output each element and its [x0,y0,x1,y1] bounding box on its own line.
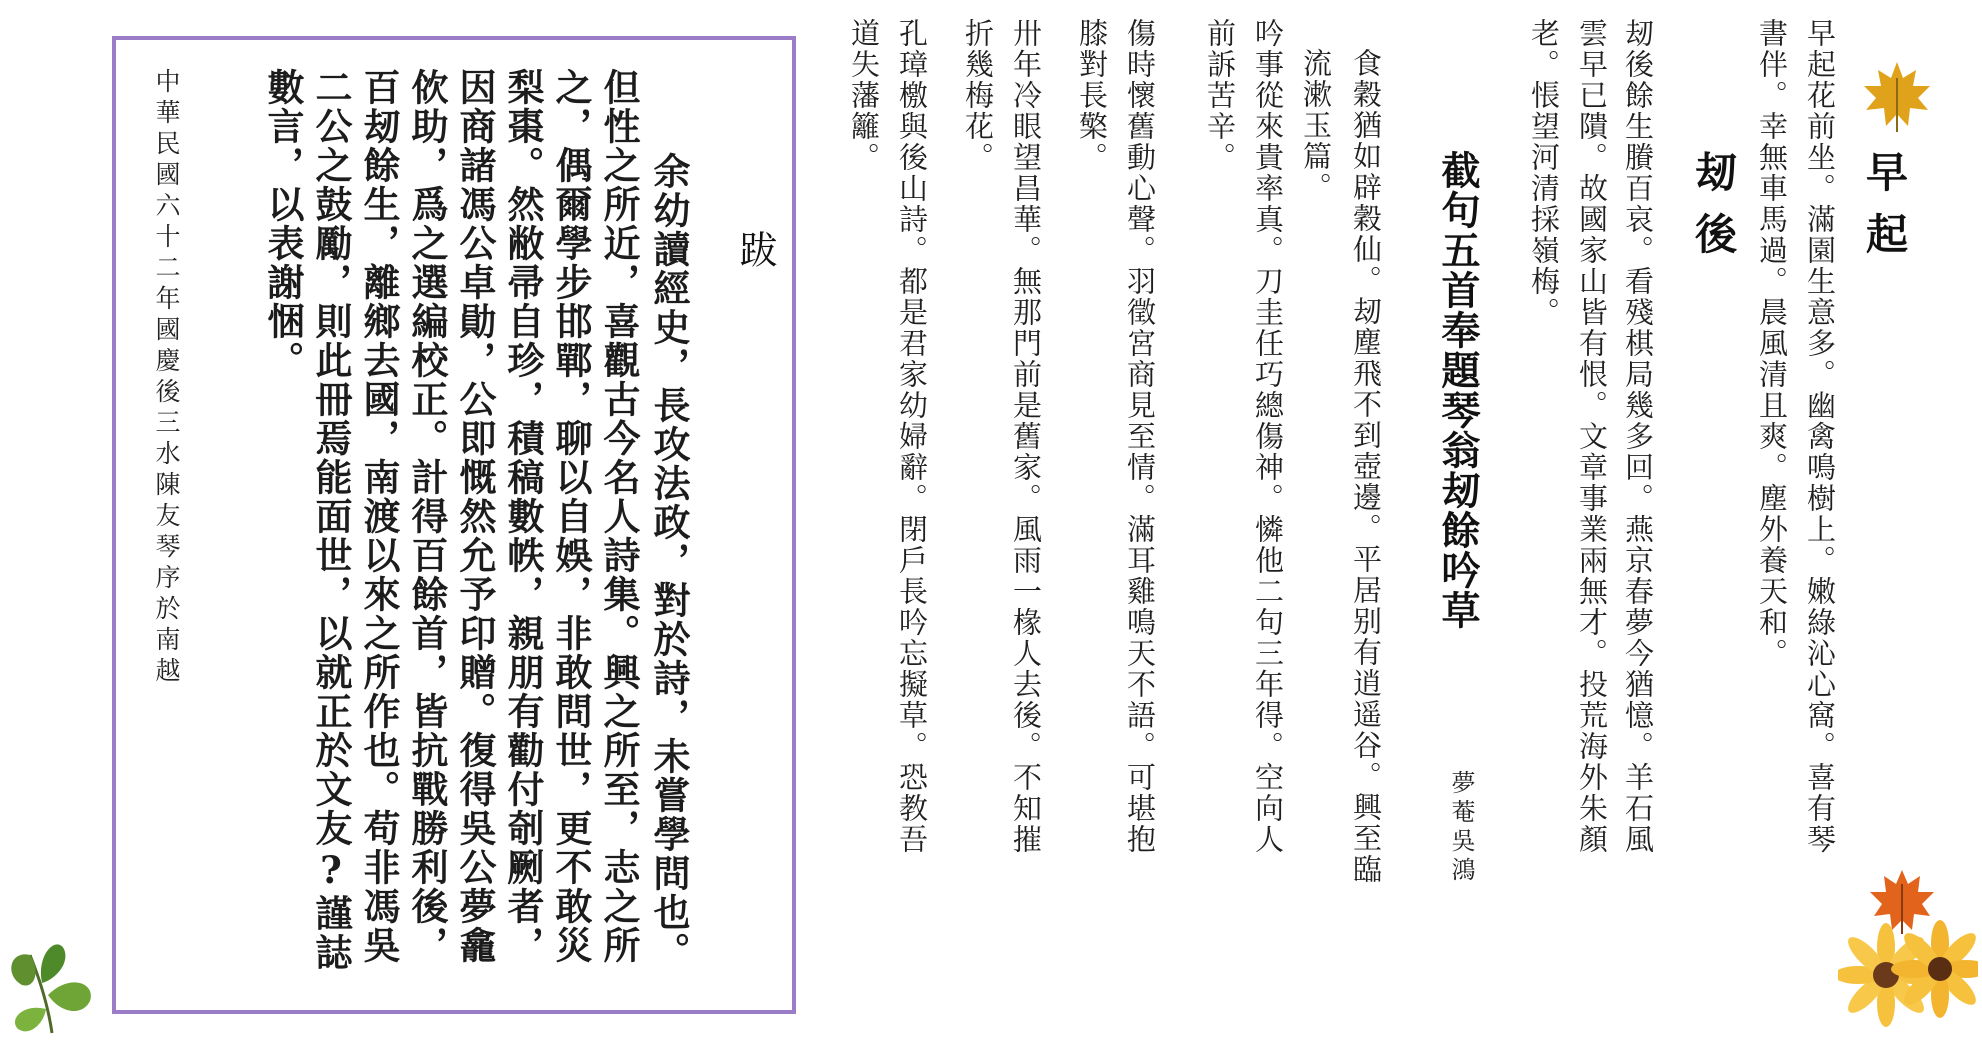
poem-column: 折幾梅花。 [961,18,995,173]
poem-column: 老。悵望河清採嶺梅。 [1527,18,1561,328]
postscript-column: 百刼餘生，離鄉去國，南渡以來之所作也。苟非馮吳 [357,68,401,965]
poem-column: 膝對長檠。 [1075,18,1109,173]
green-leaves-icon [0,925,105,1040]
poem-column: 卅年冷眼望昌華。無那門前是舊家。風雨一椽人去後。不知摧 [1009,18,1043,855]
postscript-column: 余幼讀經史，長攻法政，對於詩，未嘗學問也。 [647,152,691,971]
poem-column: 書伴。幸無車馬過。晨風清且爽。塵外養天和。 [1755,18,1789,669]
postscript-signature: 中華民國六十二年國慶後三水陳友琴序於南越 [152,68,181,688]
poem-column: 前訴苦辛。 [1203,18,1237,173]
postscript-column: 數言，以表謝悃。 [261,68,305,380]
poem-title-five-quatrains: 截句五首奉題琴翁刼餘吟草 [1435,150,1481,630]
poem-column: 吟事從來貴率真。刀圭任巧總傷神。憐他二句三年得。空向人 [1251,18,1285,855]
poem-author: 夢菴吳鴻 [1447,770,1475,886]
poem-column: 孔璋檄與後山詩。都是君家幼婦辭。閉戶長吟忘擬草。恐教吾 [895,18,929,855]
poem-title-after-calamity: 刼後 [1689,150,1738,274]
postscript-column: 之，偶爾學步邯鄲，聊以自娛，非敢問世，更不敢災 [549,68,593,965]
poem-title-early-rising: 早起 [1860,150,1909,274]
poem-column: 傷時懷舊動心聲。羽徵宮商見至情。滿耳雞鳴天不語。可堪抱 [1123,18,1157,855]
maple-leaf-icon [1858,58,1936,136]
poem-column: 刼後餘生賸百哀。看殘棋局幾多回。燕京春夢今猶憶。羊石風 [1621,18,1655,855]
daisy-flowers-icon [1838,905,1978,1040]
postscript-column: 因商諸馮公卓勛，公即慨然允予印贈。復得吳公夢龕 [453,68,497,965]
poem-column: 雲早已隤。故國家山皆有恨。文章事業兩無才。投荒海外朱顏 [1575,18,1609,855]
poem-column: 道失藩籬。 [847,18,881,173]
postscript-title: 跋 [733,230,777,270]
poem-column: 食穀猶如辟穀仙。刼塵飛不到壺邊。平居别有逍遥谷。興至臨 [1349,48,1383,885]
postscript-column: 但性之所近，喜觀古今名人詩集。興之所至，志之所 [597,68,641,965]
poem-column: 流漱玉篇。 [1299,48,1333,203]
poem-column: 早起花前坐。滿園生意多。幽禽鳴樹上。嫩綠沁心窩。喜有琴 [1803,18,1837,855]
postscript-column: 梨棗。然敝帚自珍，積稿數帙，親朋有勸付剞劂者， [501,68,545,965]
postscript-column: 佽助，爲之選編校正。計得百餘首，皆抗戰勝利後， [405,68,449,965]
postscript-column: 二公之鼓勵，則此冊焉能面世，以就正於文友?謹誌 [309,68,353,972]
